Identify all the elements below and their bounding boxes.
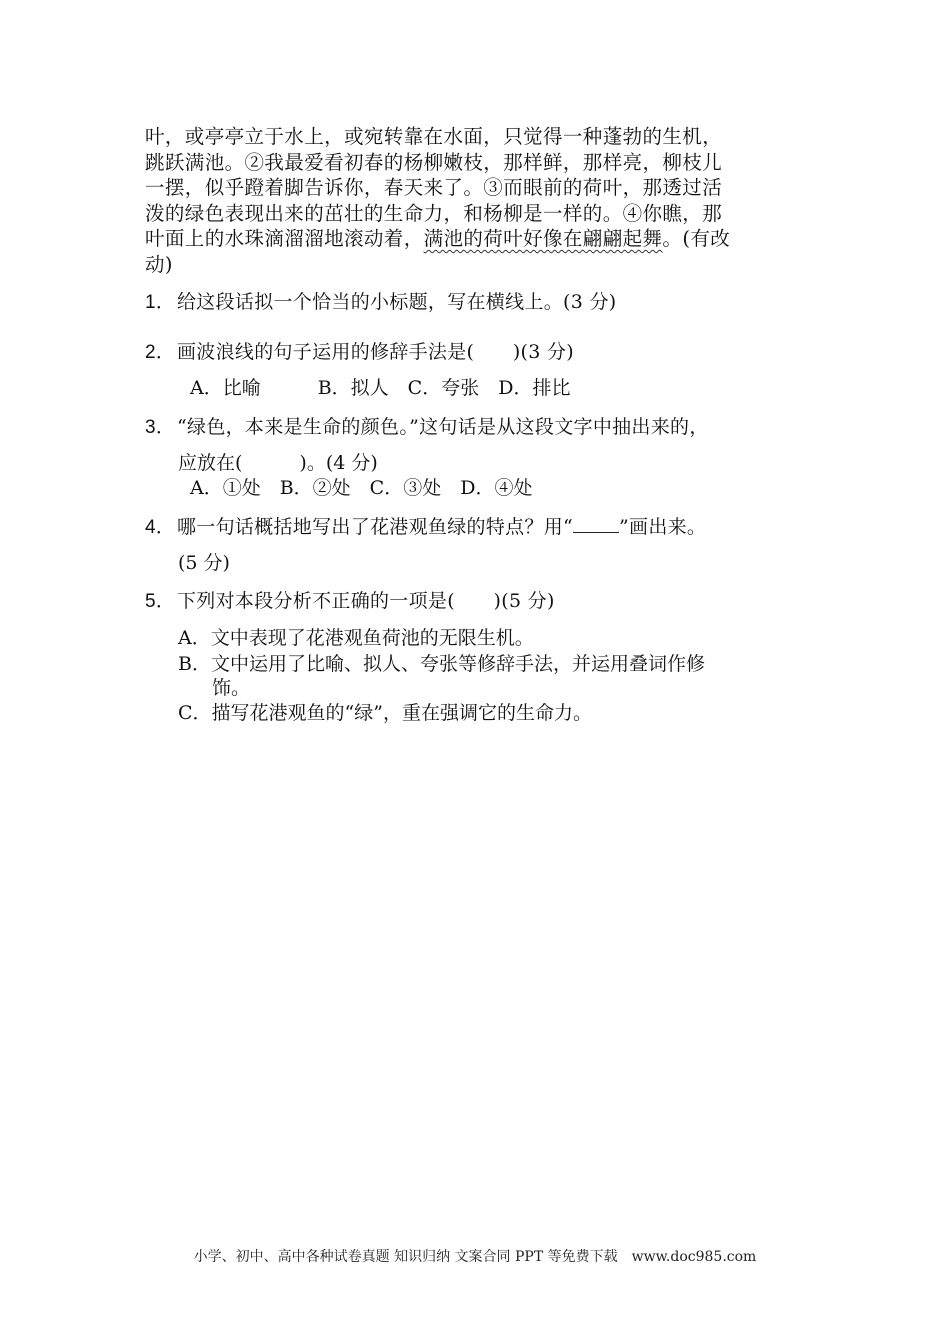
question-2-options: A．比喻 B．拟人 C．夸张 D．排比 — [190, 377, 571, 399]
question-text: 下列对本段分析不正确的一项是( )(5 分) — [177, 590, 555, 612]
passage-line: 叶，或亭亭立于水上，或宛转靠在水面，只觉得一种蓬勃的生机， — [145, 125, 723, 148]
question-4 — [145, 512, 706, 539]
question-text: 给这段话拟一个恰当的小标题，写在横线上。(3 分) — [177, 291, 617, 313]
underline-blank — [573, 518, 619, 533]
footer-text: 小学、初中、高中各种试卷真题 知识归纳 文案合同 PPT 等免费下载 www.doc985.com — [193, 1249, 757, 1265]
question-text: ”画出来。 — [619, 516, 707, 538]
question-5 — [145, 586, 555, 613]
passage-text: 。(有改 — [662, 227, 731, 250]
passage-line: 泼的绿色表现出来的茁壮的生命力，和杨柳是一样的。④你瞧，那 — [145, 201, 723, 225]
wavy-underlined-sentence: 满池的荷叶好像在翩翩起舞 — [423, 227, 663, 250]
question-5-option-a: A．文中表现了花港观鱼荷池的无限生机。 — [178, 627, 534, 649]
question-5-option-b: B．文中运用了比喻、拟人、夸张等修辞手法，并运用叠词作修 — [178, 653, 705, 675]
question-number: 1． — [145, 292, 176, 313]
question-5-option-b-cont: 饰。 — [212, 677, 251, 699]
passage-line: 动) — [145, 252, 173, 276]
passage-line — [145, 226, 815, 252]
question-2 — [145, 337, 574, 364]
question-1 — [145, 287, 616, 314]
question-number: 5． — [145, 591, 176, 612]
question-3 — [145, 412, 709, 439]
question-text: 哪一句话概括地写出了花港观鱼绿的特点？用“ — [177, 516, 574, 538]
passage-line: 跳跃满池。②我最爱看初春的杨柳嫩枝，那样鲜，那样亮，柳枝儿 — [145, 150, 723, 174]
passage-text: 叶面上的水珠滴溜溜地滚动着， — [145, 227, 424, 250]
question-5-option-c: C．描写花港观鱼的“绿”，重在强调它的生命力。 — [178, 702, 592, 724]
question-number: 2． — [145, 342, 176, 363]
question-3-text-cont: 应放在( )。(4 分) — [178, 452, 378, 474]
passage-line: 一摆，似乎蹬着脚告诉你，春天来了。③而眼前的荷叶，那透过活 — [145, 176, 723, 199]
reading-passage — [145, 124, 815, 277]
question-3-options: A．①处 B．②处 C．③处 D．④处 — [190, 477, 533, 499]
question-number: 3． — [145, 417, 176, 438]
question-text: “绿色，本来是生命的颜色。”这句话是从这段文字中抽出来的， — [177, 416, 709, 438]
question-text: 画波浪线的句子运用的修辞手法是( )(3 分) — [177, 341, 574, 363]
question-4-score: (5 分) — [178, 552, 230, 574]
question-number: 4． — [145, 517, 176, 538]
